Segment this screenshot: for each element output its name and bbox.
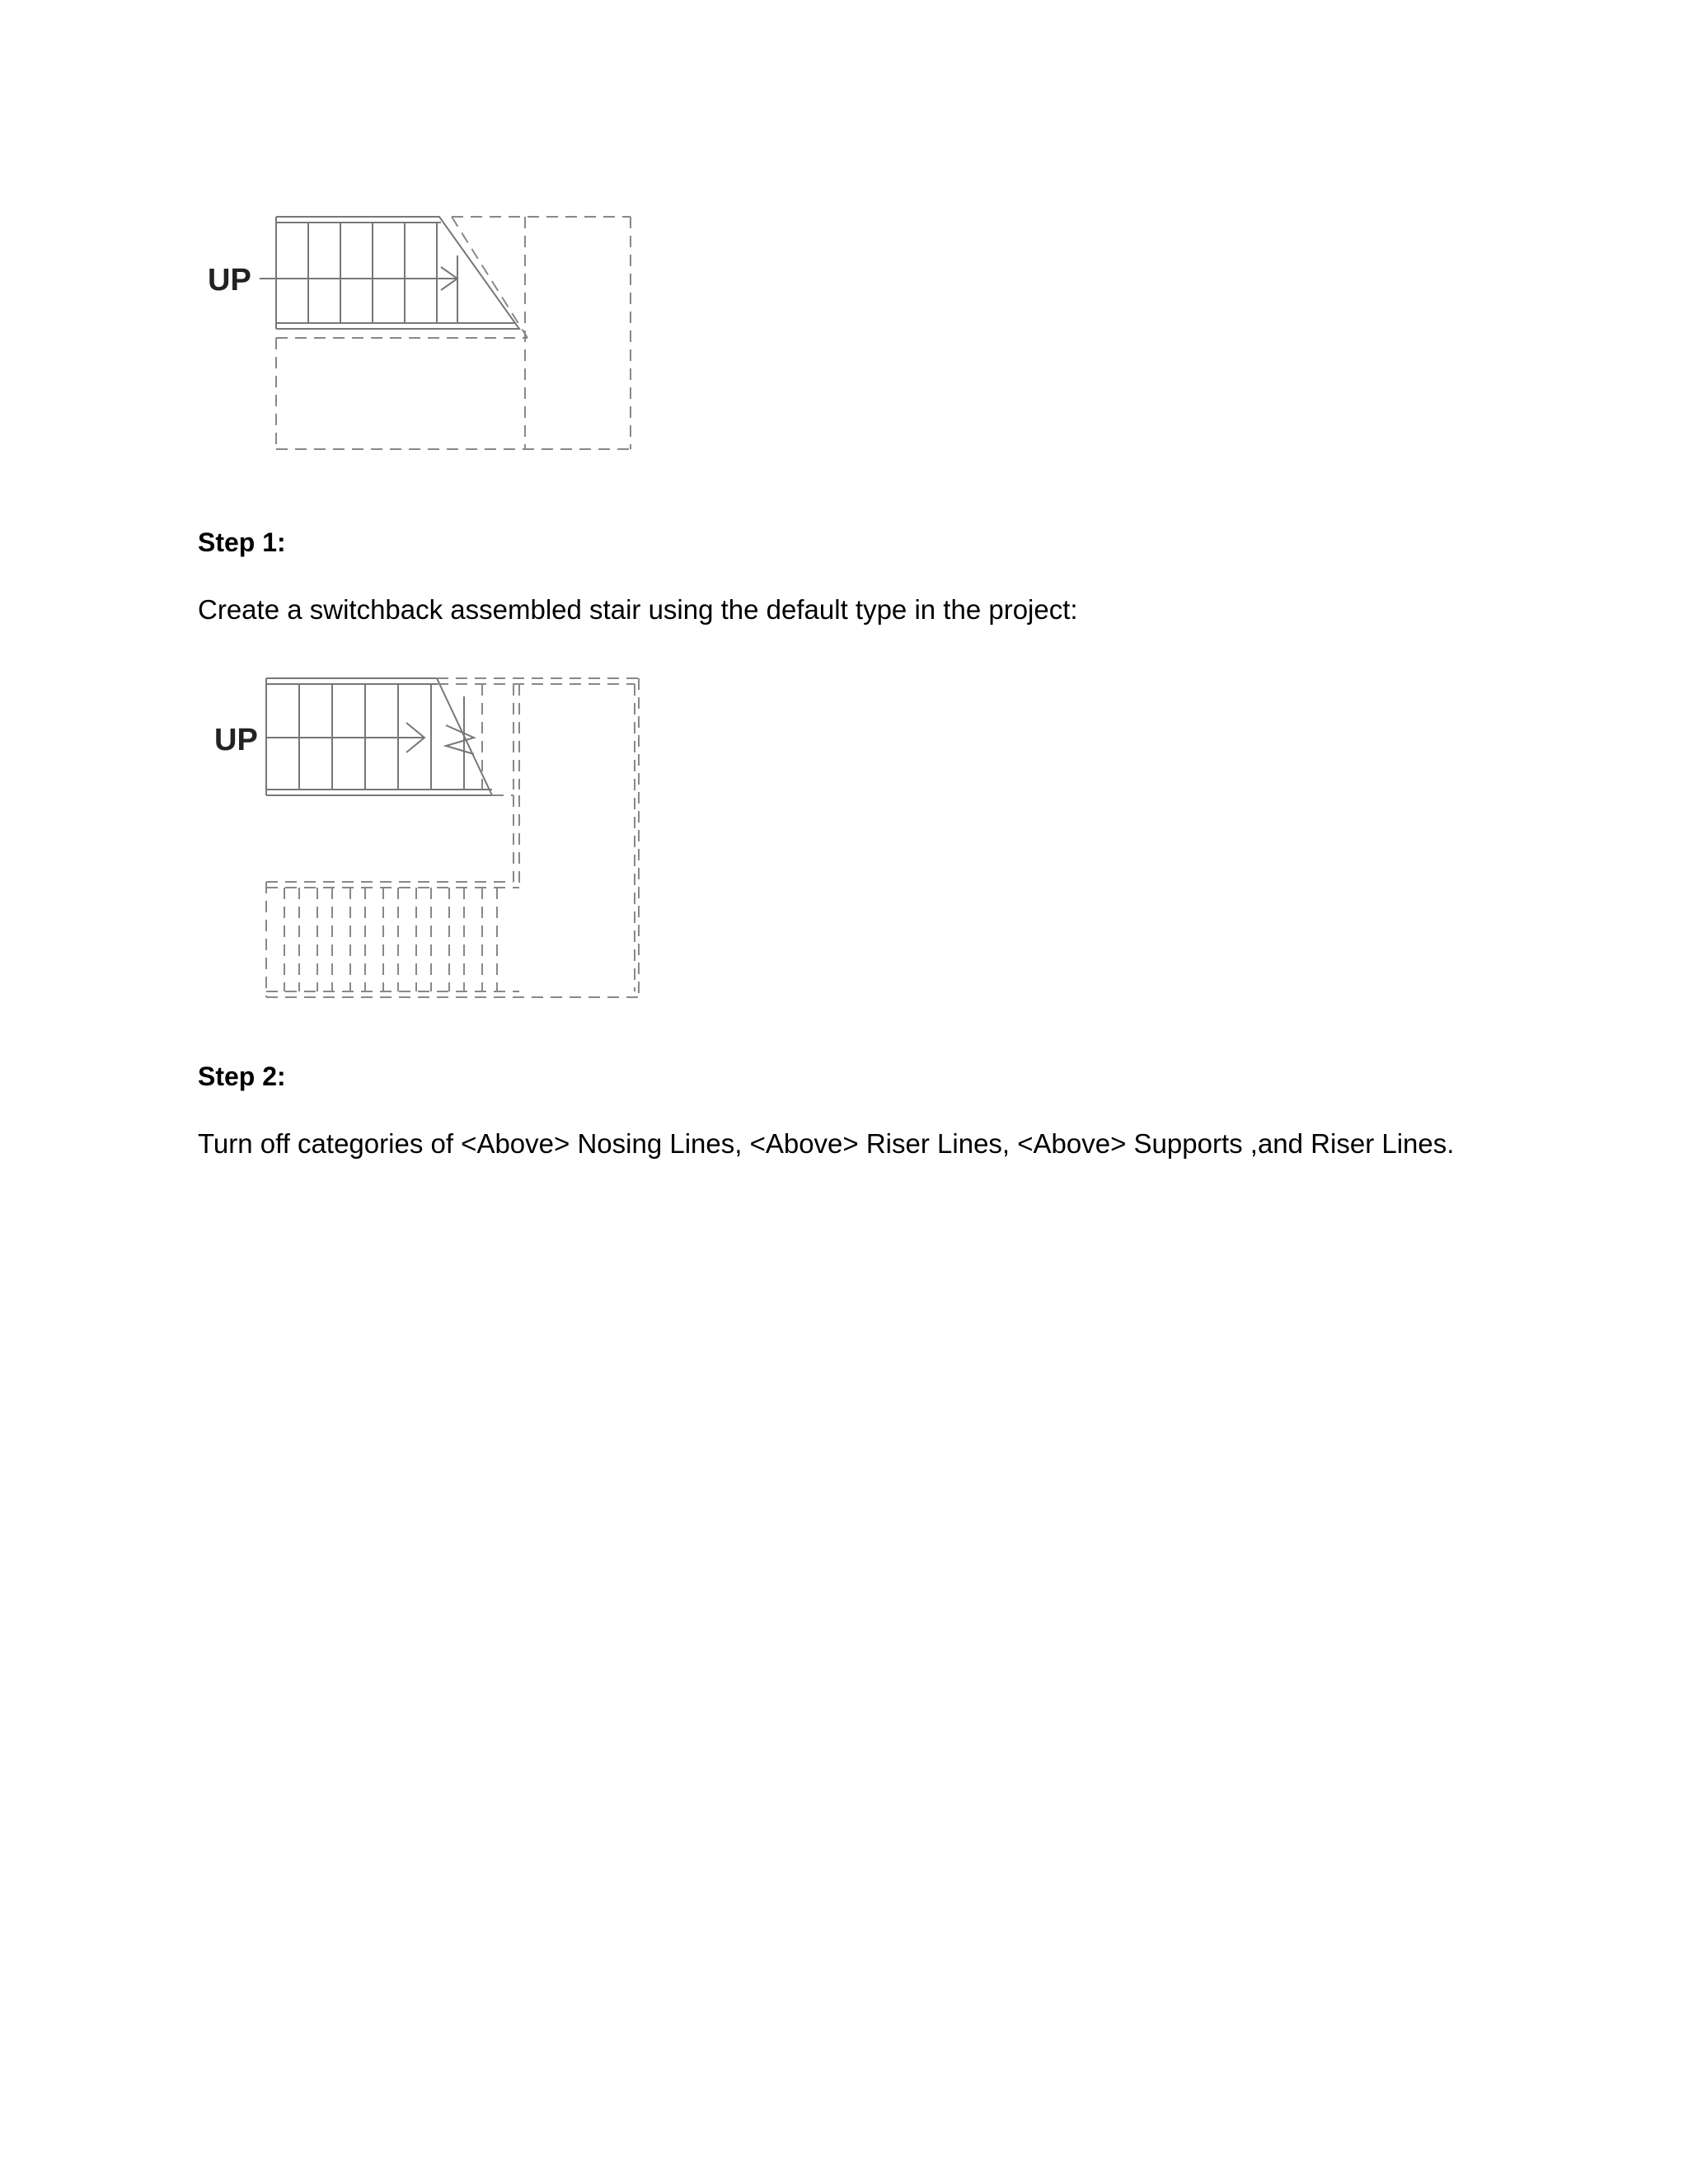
stair-plan-drawing-2 bbox=[202, 663, 651, 1018]
step-2-heading: Step 2: bbox=[198, 1062, 286, 1091]
step-1-heading: Step 1: bbox=[198, 527, 286, 557]
stair-plan-figure-1 bbox=[194, 206, 639, 462]
step-2-text: Turn off categories of <Above> Nosing Lines, <Above> Riser Lines, <Above> Supports ,and Riser Lines. bbox=[198, 1128, 1455, 1159]
figure-2-up-label: UP bbox=[214, 723, 258, 757]
figure-1-up-label: UP bbox=[208, 263, 251, 298]
stair-plan-drawing-1 bbox=[194, 206, 639, 462]
stair-plan-figure-2 bbox=[202, 663, 651, 1018]
step-1-text: Create a switchback assembled stair using the default type in the project: bbox=[198, 594, 1078, 625]
